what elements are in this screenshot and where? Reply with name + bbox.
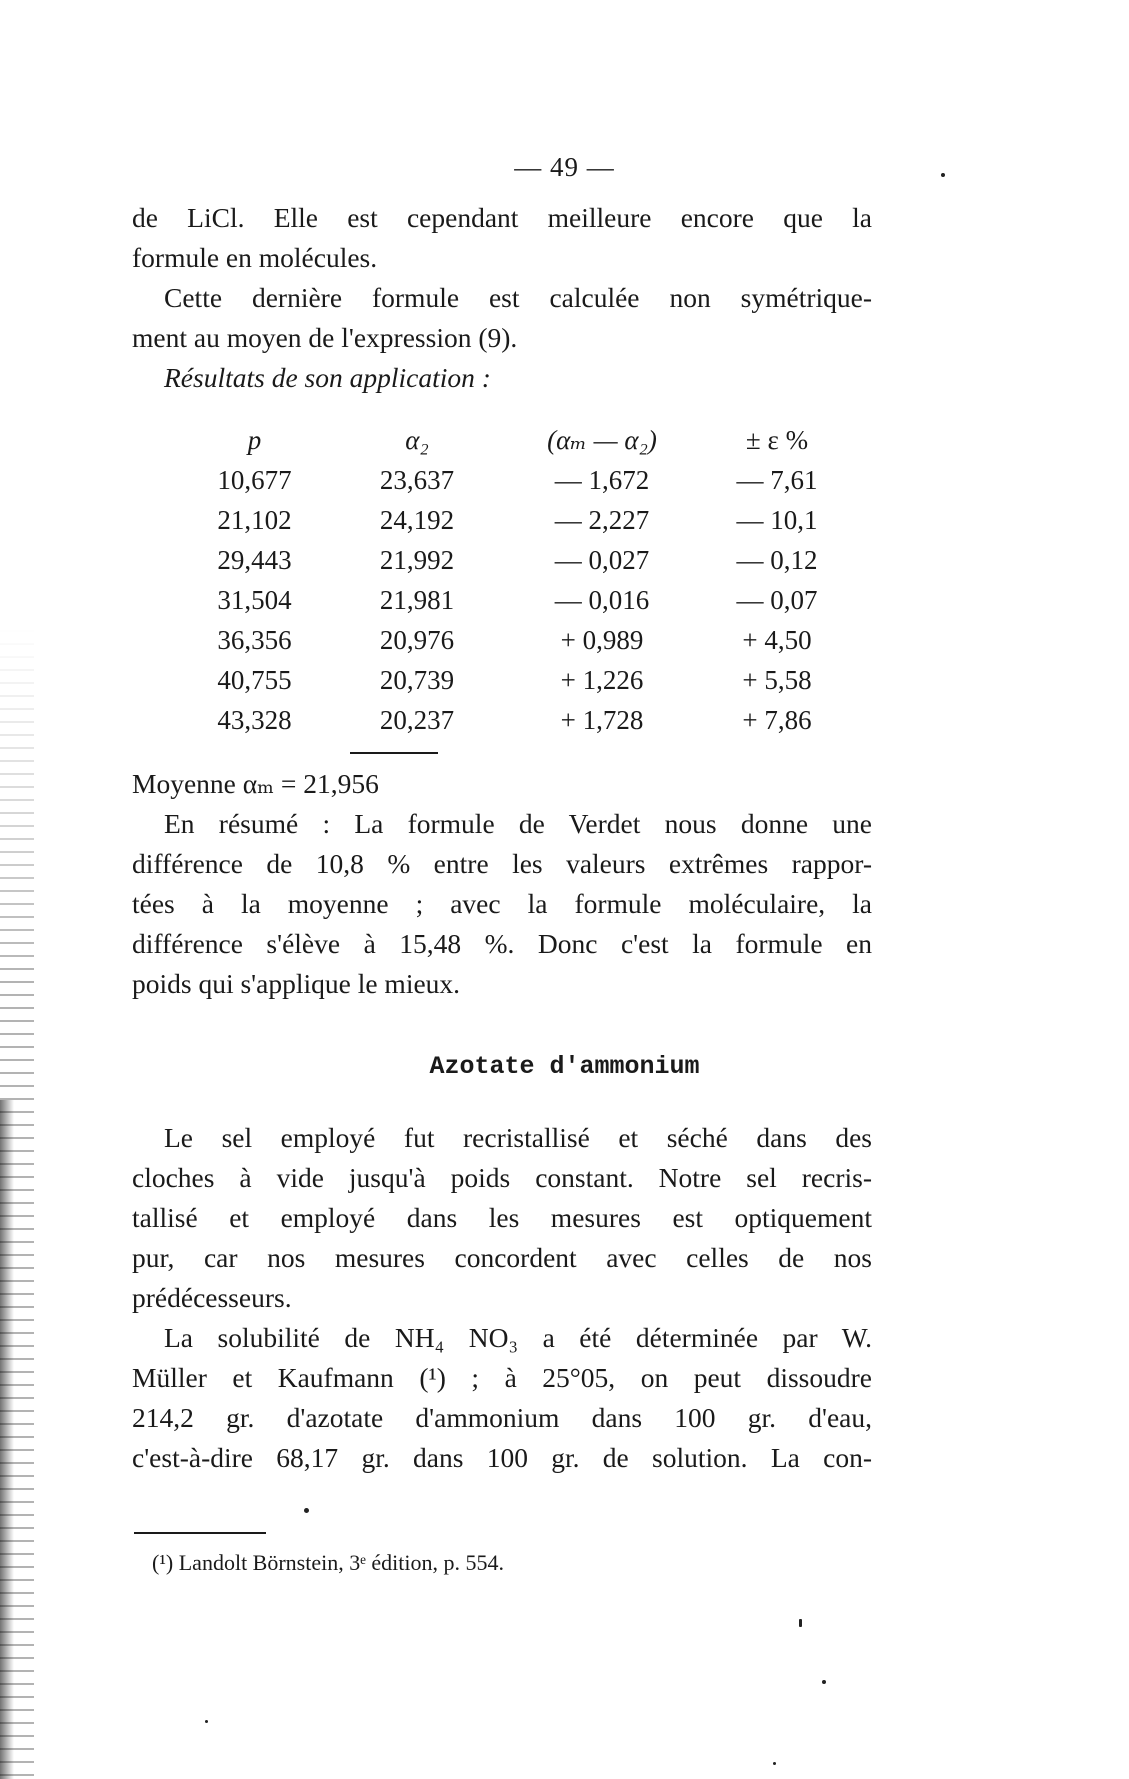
results-table <box>132 425 872 745</box>
body-line: Müller et Kaufmann (¹) ; à 25°05, on peut dissoudre <box>132 1362 872 1393</box>
intro-line: ment au moyen de l'expression (9). <box>132 322 518 353</box>
summary-line: différence de 10,8 % entre les valeurs extrêmes rappor- <box>132 848 872 879</box>
table-cell: 43,328 <box>217 705 292 735</box>
scan-speck <box>205 1720 208 1723</box>
mean-line: Moyenne αₘ = 21,956 <box>132 768 379 799</box>
body-line: pur, car nos mesures concordent avec celles de nos <box>132 1242 872 1273</box>
footnote-rule <box>134 1532 266 1534</box>
scan-speck <box>822 1680 826 1684</box>
table-cell: + 4,50 <box>742 625 812 655</box>
scan-speck <box>304 1508 309 1513</box>
table-row <box>132 665 872 705</box>
table-cell: 21,992 <box>379 545 455 575</box>
table-cell: 10,677 <box>217 465 292 495</box>
table-row <box>132 705 872 745</box>
table-row <box>132 505 872 545</box>
summary-line: poids qui s'applique le mieux. <box>132 968 461 999</box>
table-cell: — 0,07 <box>736 585 818 615</box>
table-header-row <box>132 425 872 465</box>
body-line: c'est-à-dire 68,17 gr. dans 100 gr. de solution. La con- <box>132 1442 872 1473</box>
page-number: — 49 — <box>514 152 615 182</box>
table-cell: 21,102 <box>217 505 292 535</box>
body-line: cloches à vide jusqu'à poids constant. Notre sel recris- <box>132 1162 872 1193</box>
table-cell: 21,981 <box>379 585 455 615</box>
table-row <box>132 465 872 505</box>
table-cell: 29,443 <box>217 545 292 575</box>
table-cell: 40,755 <box>217 665 292 695</box>
summary-line: En résumé : La formule de Verdet nous donne une <box>164 808 872 839</box>
scan-edge-dark <box>0 1100 14 1779</box>
body-line: prédécesseurs. <box>132 1282 292 1313</box>
body-line: La solubilité de NH₄ NO₃ a été déterminée par W. <box>164 1322 872 1353</box>
table-cell: + 7,86 <box>742 705 812 735</box>
intro-line: Cette dernière formule est calculée non symétrique- <box>164 282 872 313</box>
body-line: tallisé et employé dans les mesures est optiquement <box>132 1202 872 1233</box>
table-cell: + 1,728 <box>560 705 644 735</box>
summary-line: différence s'élève à 15,48 %. Donc c'est la formule en <box>132 928 872 959</box>
intro-paragraph <box>132 198 872 398</box>
table-cell: — 1,672 <box>554 465 650 495</box>
footnote: (¹) Landolt Börnstein, 3ᵉ édition, p. 554. <box>152 1550 504 1575</box>
table-cell: — 0,016 <box>554 585 650 615</box>
table-cell: 31,504 <box>217 585 292 615</box>
table-cell: 36,356 <box>217 625 292 655</box>
summary-line: tées à la moyenne ; avec la formule moléculaire, la <box>132 888 872 919</box>
table-row <box>132 585 872 625</box>
table-cell: — 0,027 <box>554 545 650 575</box>
table-cell: 23,637 <box>379 465 455 495</box>
table-header: (αₘ — α₂) <box>547 425 657 455</box>
body-line: Le sel employé fut recristallisé et séché dans des <box>164 1122 872 1153</box>
scan-speck <box>941 173 945 177</box>
intro-line: formule en molécules. <box>132 242 378 273</box>
table-cell: 24,192 <box>379 505 455 535</box>
table-cell: 20,739 <box>379 665 455 695</box>
table-cell: + 5,58 <box>742 665 812 695</box>
table-cell: + 1,226 <box>560 665 644 695</box>
table-cell: 20,976 <box>379 625 455 655</box>
table-header: ± ε % <box>745 425 809 455</box>
scan-speck <box>799 1619 802 1627</box>
scan-speck <box>773 1762 776 1765</box>
section-heading: Azotate d'ammonium <box>429 1052 700 1081</box>
table-header: p <box>247 425 262 455</box>
table-cell: + 0,989 <box>560 625 644 655</box>
body-line: 214,2 gr. d'azotate d'ammonium dans 100 gr. d'eau, <box>132 1402 872 1433</box>
table-cell: 20,237 <box>379 705 455 735</box>
table-row <box>132 625 872 665</box>
sum-rule <box>350 752 438 754</box>
results-caption: Résultats de son application : <box>164 362 491 393</box>
table-header: α₂ <box>405 425 429 455</box>
table-cell: — 0,12 <box>736 545 818 575</box>
section-paragraph-2 <box>132 1318 872 1478</box>
table-cell: — 10,1 <box>736 505 818 535</box>
intro-line: de LiCl. Elle est cependant meilleure encore que la <box>132 202 872 233</box>
summary-paragraph <box>132 764 872 1004</box>
table-cell: — 7,61 <box>736 465 818 495</box>
table-cell: — 2,227 <box>554 505 650 535</box>
section-paragraph-1 <box>132 1118 872 1318</box>
table-row <box>132 545 872 585</box>
